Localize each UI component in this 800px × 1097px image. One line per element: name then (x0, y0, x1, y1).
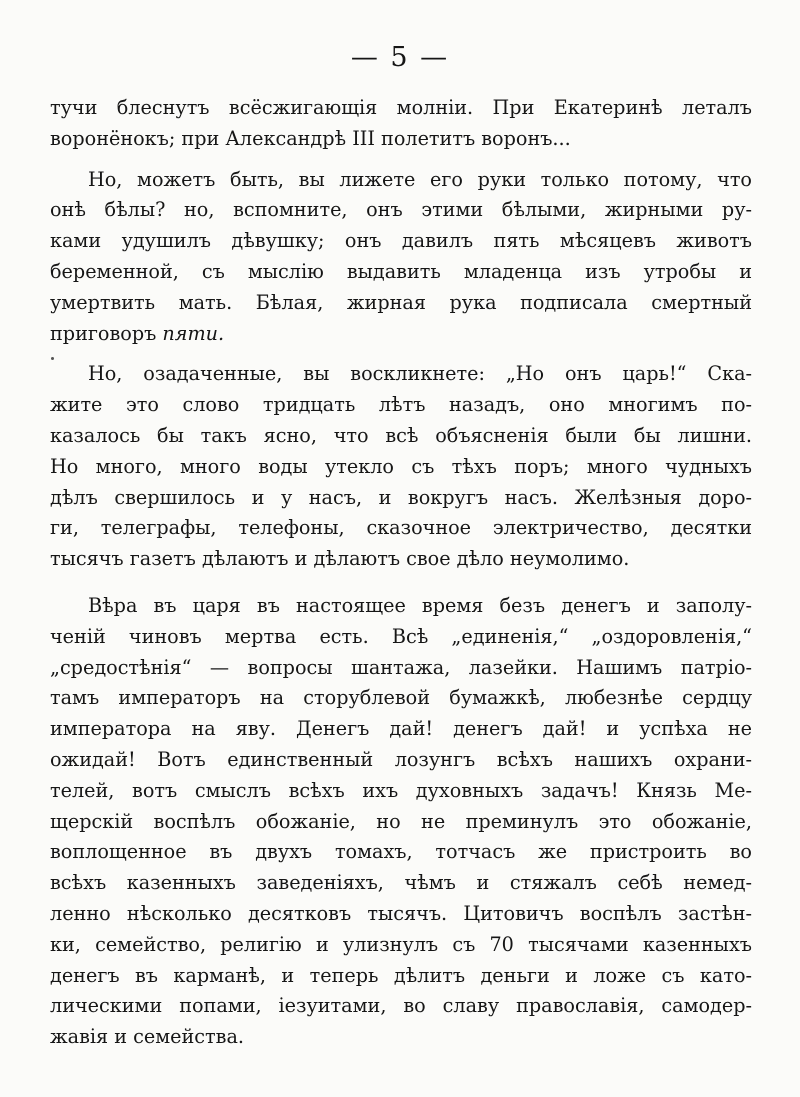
text-line: Но, озадаченные, вы воскликнете: „Но онъ царь!“ Ска- (88, 362, 752, 386)
page-number: — 5 — (350, 42, 450, 73)
text-line: Но, можетъ быть, вы лижете его руки только потому, что (88, 167, 752, 191)
text-line: императора на яву. Денегъ дай! денегъ дай! и успѣха не (50, 717, 752, 741)
italic-word: пяти. (162, 321, 225, 345)
text-line: тучи блеснутъ всёсжигающія молніи. При Екатеринѣ леталъ (50, 96, 752, 119)
paragraph-3 (50, 359, 752, 575)
text-line: Вѣра въ царя въ настоящее время безъ денегъ и заполу- (88, 593, 752, 617)
text-line (50, 319, 752, 350)
text-line: тысячъ газетъ дѣлаютъ и дѣлаютъ свое дѣло неумолимо. (50, 547, 630, 571)
text-line: дѣлъ свершилось и у насъ, и вокругъ насъ. Желѣзныя доро- (50, 485, 752, 509)
text-line: телей, вотъ смыслъ всѣхъ ихъ духовныхъ задачъ! Князь Ме- (50, 778, 752, 802)
body-text (50, 93, 752, 1053)
text-line: умертвить мать. Бѣлая, жирная рука подписала смертный (50, 290, 752, 314)
text-line: беременной, съ мыслію выдавить младенца изъ утробы и (50, 259, 752, 283)
text-line: ками удушилъ дѣвушку; онъ давилъ пять мѣсяцевъ животъ (50, 229, 752, 253)
text-line: тамъ императоръ на сторублевой бумажкѣ, любезнѣе сердцу (50, 686, 752, 710)
text-line: ленно нѣсколько десятковъ тысячъ. Цитовичъ воспѣлъ застѣн- (50, 901, 752, 925)
text-line: щерскій воспѣлъ обожаніе, но не преминулъ это обожаніе, (50, 809, 752, 833)
text-segment: приговоръ (50, 321, 163, 345)
text-line: ожидай! Вотъ единственный лозунгъ всѣхъ нашихъ охрани- (50, 747, 752, 771)
text-line: денегъ въ карманѣ, и теперь дѣлитъ деньги и ложе съ като- (50, 963, 752, 987)
text-line: ки, семейство, религію и улизнулъ съ 70 тысячами казенныхъ (50, 932, 752, 956)
text-line: всѣхъ казенныхъ заведеніяхъ, чѣмъ и стяжалъ себѣ немед- (50, 871, 752, 895)
text-line: ченій чиновъ мертва есть. Всѣ „единенія,“ „оздоровленія,“ (50, 624, 752, 648)
text-line: онѣ бѣлы? но, вспомните, онъ этими бѣлыми, жирными ру- (50, 198, 752, 222)
paragraph-4 (50, 591, 752, 1053)
text-line: „средостѣнія“ — вопросы шантажа, лазейки. Нашимъ патріо- (50, 655, 752, 679)
text-line: жите это слово тридцать лѣтъ назадъ, оно многимъ по- (50, 393, 752, 417)
text-line: Но много, много воды утекло съ тѣхъ поръ; много чудныхъ (50, 454, 752, 478)
text-line: казалось бы такъ ясно, что всѣ объясненія были бы лишни. (50, 423, 752, 447)
text-line: жавія и семейства. (50, 1025, 244, 1049)
text-line: лическими попами, іезуитами, во славу православія, самодер- (50, 994, 752, 1018)
text-line: воронёнокъ; при Александрѣ III полетитъ воронъ... (50, 126, 571, 150)
text-line: воплощенное въ двухъ томахъ, тотчасъ же пристроить во (50, 840, 752, 864)
paragraph-2 (50, 165, 752, 350)
text-line: ги, телеграфы, телефоны, сказочное электричество, десятки (50, 516, 752, 540)
paragraph-1 (50, 93, 752, 155)
